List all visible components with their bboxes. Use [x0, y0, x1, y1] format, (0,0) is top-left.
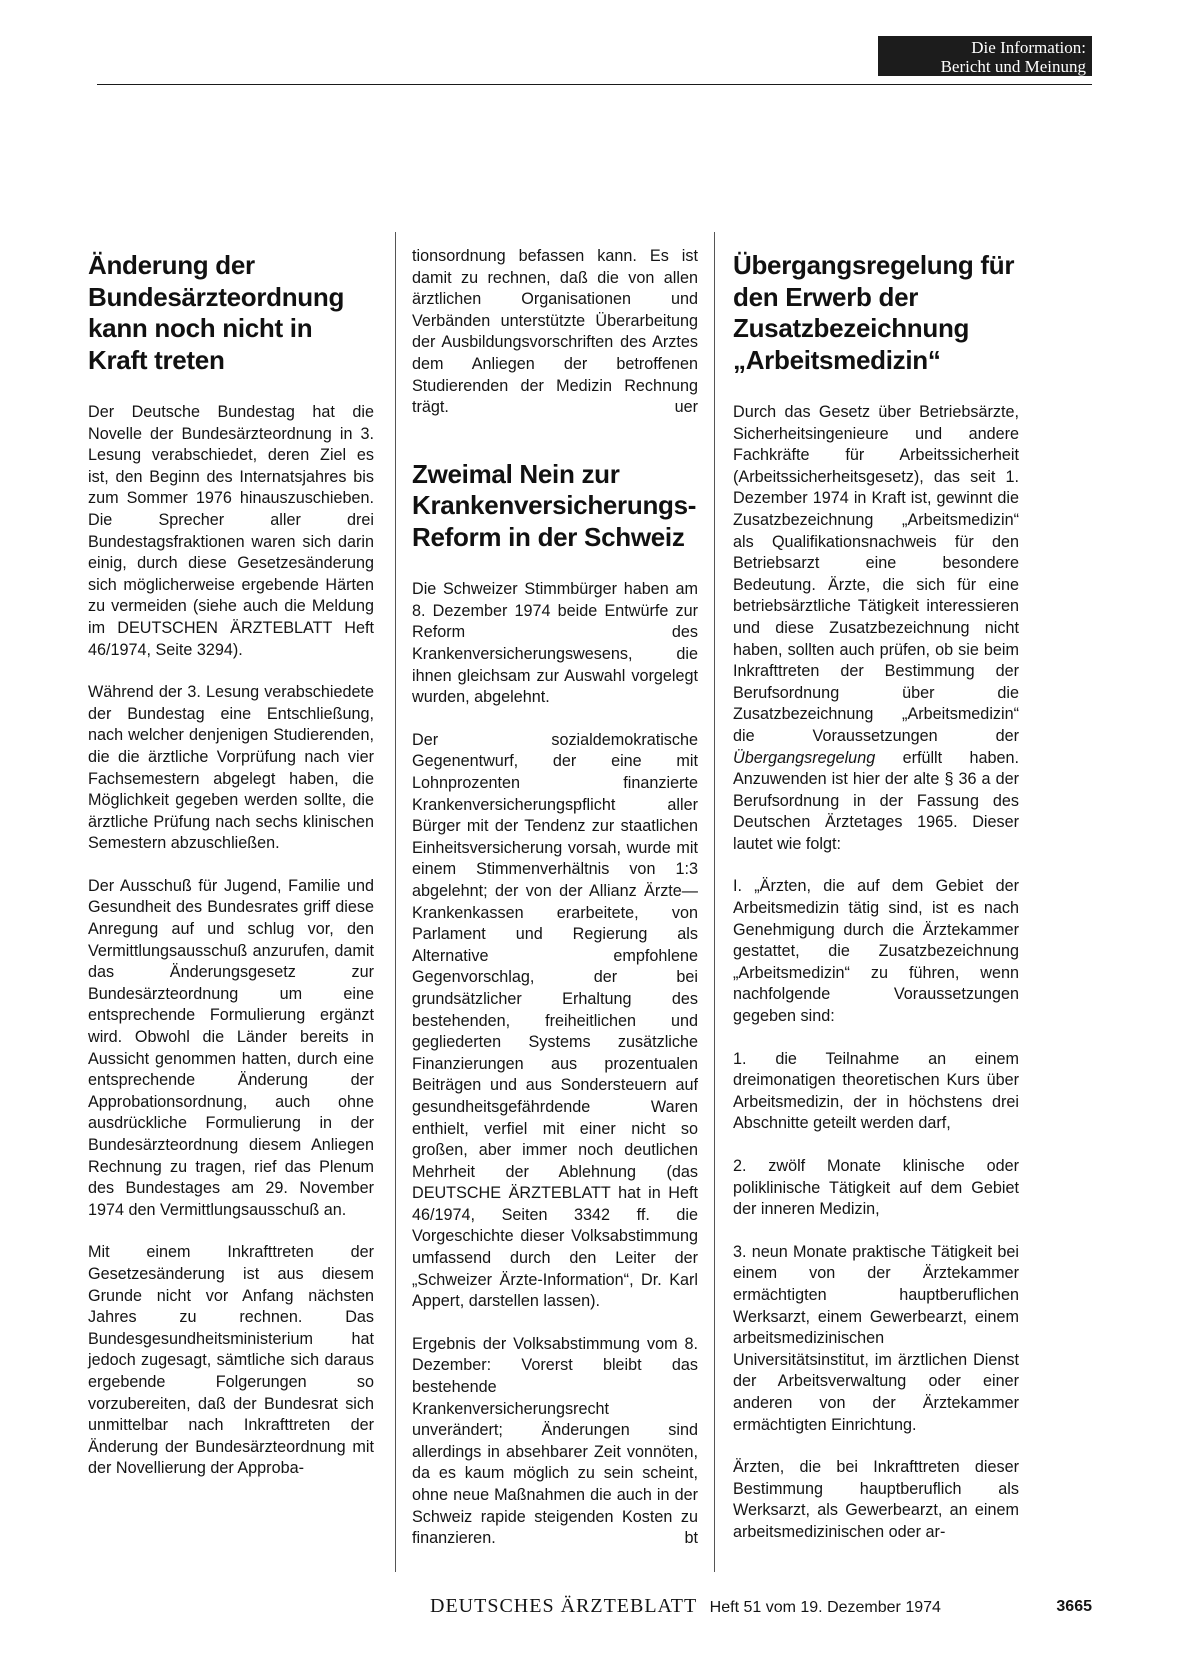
- article-3-paragraph-1: [733, 402, 1019, 855]
- section-tag-line-1: Die Information:: [971, 38, 1086, 57]
- article-1-title: Änderung der Bundesärzteordnung kann noch nicht in Kraft treten: [88, 250, 345, 375]
- column-2: [412, 246, 698, 1550]
- article-3-paragraph-6: Ärzten, die bei Inkrafttreten dieser Bestimmung hauptberuflich als Werksarzt, als Gewerbearzt, an einem arbeitsmedizinischen oder ar-: [733, 1458, 1019, 1541]
- article-2-paragraph-3: [412, 1334, 698, 1550]
- header-rule: [97, 84, 1092, 85]
- article-2-paragraph-3-text: Ergebnis der Volksabstimmung vom 8. Dezember: Vorerst bleibt das bestehende Krankenversicherungsrecht unverändert; Änderungen sind allerdings in absehbarer Zeit vonnöten, da es kaum möglich zu sein scheint, ohne neue Maßnahmen die auch in der Schweiz rapide steigenden Kosten zu finanzieren.: [412, 1334, 698, 1548]
- column-divider-1: [395, 232, 396, 1572]
- page-footer: [430, 1595, 1092, 1619]
- footer-brand: DEUTSCHES ÄRZTEBLATT: [430, 1595, 698, 1617]
- article-2-title: Zweimal Nein zur Krankenversicherungs-Reform in der Schweiz: [412, 458, 697, 552]
- column-divider-2: [714, 232, 715, 1572]
- article-1-paragraph-4: Mit einem Inkrafttreten der Gesetzesänderung ist aus diesem Grunde nicht vor Anfang nächsten Jahres zu rechnen. Das Bundesgesundheitsministerium hat jedoch zugesagt, sämtliche sich daraus ergebende Folgerungen so vorzubereiten, daß der Bundesrat sich unmittelbar nach Inkrafttreten der Änderung der Bundesärzteordnung mit der Novellierung der Approba-: [88, 1243, 374, 1478]
- page-number: 3665: [1056, 1598, 1092, 1615]
- article-3-title: Übergangsregelung für den Erwerb der Zusatzbezeichnung „Arbeitsmedizin“: [733, 250, 1015, 375]
- article-1-signature: uer: [674, 398, 698, 417]
- article-1-paragraph-1: Der Deutsche Bundestag hat die Novelle der Bundesärzteordnung in 3. Lesung verabschiedet, deren Ziel es ist, den Beginn des Internatsjahres bis zum Sommer 1976 hinauszuschieben. Die Sprecher aller drei Bundestagsfraktionen waren sich darin einig, durch diese Gesetzesänderung sich möglicherweise ergebende Härten zu vermeiden (siehe auch die Meldung im DEUTSCHEN ÄRZTEBLATT Heft 46/1974, Seite 3294).: [88, 403, 374, 659]
- section-tag-line-2: Bericht und Meinung: [940, 57, 1086, 76]
- article-2-paragraph-2: Der sozialdemokratische Gegenentwurf, der eine mit Lohnprozenten finanzierte Krankenversicherungspflicht aller Bürger mit der Tendenz zur staatlichen Einheitsversicherung vorsah, wurde mit einem Stimmenverhältnis von 1:3 abgelehnt; der von der Allianz Ärzte—Krankenkassen erarbeitete, von Parlament und Regierung als Alternative empfohlene Gegenvorschlag, der bei grundsätzlicher Erhaltung des bestehenden, freiheitlichen und gegliederten Systems zusätzliche Finanzierungen aus prozentualen Beiträgen und aus Sondersteuern auf gesundheitsgefährdende Waren enthielt, verfiel mit einer nicht so großen, aber immer noch deutlichen Mehrheit der Ablehnung (das DEUTSCHE ÄRZTEBLATT hat in Heft 46/1974, Seiten 3342 ff. die Vorgeschichte dieser Volksabstimmung umfassend durch den Leiter der „Schweizer Ärzte-Information“, Dr. Karl Appert, darstellen lassen).: [412, 730, 698, 1311]
- article-1-paragraph-5: [412, 246, 698, 419]
- article-3-paragraph-1-text-b: erfüllt haben. Anzuwenden ist hier der alte § 36 a der Berufsordnung in der Fassung des Deutschen Ärztetages 1965. Dieser lautet wie folgt:: [733, 748, 1020, 853]
- article-3-paragraph-4: 2. zwölf Monate klinische oder poliklinische Tätigkeit auf dem Gebiet der inneren Medizin,: [733, 1157, 1019, 1219]
- article-3-paragraph-1-text-a: Durch das Gesetz über Betriebsärzte, Sicherheitsingenieure und andere Fachkräfte für Arbeitssicherheit (Arbeitssicherheitsgesetz), das seit 1. Dezember 1974 in Kraft ist, gewinnt die Zusatzbezeichnung „Arbeitsmedizin“ als Qualifikationsnachweis für den Betriebsarzt eine besondere Bedeutung. Ärzte, die sich für eine betriebsärztliche Tätigkeit interessieren und diese Zusatzbezeichnung nicht haben, sollten auch prüfen, ob sie beim Inkrafttreten der Bestimmung der Berufsordnung über die Zusatzbezeichnung „Arbeitsmedizin“ die Voraussetzungen der: [733, 403, 1019, 745]
- section-tag: [878, 36, 1092, 76]
- article-2-signature: bt: [684, 1529, 698, 1548]
- column-1: [88, 250, 374, 1480]
- article-1-paragraph-3: Der Ausschuß für Jugend, Familie und Gesundheit des Bundesrates griff diese Anregung auf und schlug vor, den Vermittlungsausschuß anzurufen, damit das Änderungsgesetz zur Bundesärzteordnung um eine entsprechende Formulierung ergänzt wird. Obwohl die Länder bereits in Aussicht genommen hatten, durch eine entsprechende Änderung der Approbationsordnung, auch ohne ausdrückliche Formulierung in der Bundesärzteordnung diesem Anliegen Rechnung zu tragen, rief das Plenum des Bundestages am 29. November 1974 den Vermittlungsausschuß an.: [88, 876, 374, 1219]
- article-3-paragraph-5: 3. neun Monate praktische Tätigkeit bei einem von der Ärztekammer ermächtigten hauptberuflichen Werksarzt, einem Gewerbearzt, einem arbeitsmedizinischen Universitätsinstitut, im ärztlichen Dienst der Arbeitsverwaltung oder einer anderen von der Ärztekammer ermächtigten Einrichtung.: [733, 1242, 1019, 1434]
- article-1-paragraph-2: Während der 3. Lesung verabschiedete der Bundestag eine Entschließung, nach welcher denjenigen Studierenden, die die ärztliche Vorprüfung nach vier Fachsemestern abgelegt haben, die Möglichkeit gegeben werden sollte, die ärztliche Prüfung nach sechs klinischen Semestern abzuschließen.: [88, 683, 374, 853]
- article-2-paragraph-1: Die Schweizer Stimmbürger haben am 8. Dezember 1974 beide Entwürfe zur Reform des Krankenversicherungswesens, die ihnen gleichsam zur Auswahl vorgelegt wurden, abgelehnt.: [412, 580, 698, 707]
- article-1-paragraph-5-text: tionsordnung befassen kann. Es ist damit zu rechnen, daß die von allen ärztlichen Organisationen und Verbänden unterstützte Überarbeitung der Ausbildungsvorschriften des Arztes dem Anliegen der betroffenen Studierenden der Medizin Rechnung trägt.: [412, 247, 698, 417]
- footer-issue: Heft 51 vom 19. Dezember 1974: [709, 1599, 941, 1616]
- article-3-paragraph-2: I. „Ärzten, die auf dem Gebiet der Arbeitsmedizin tätig sind, ist es nach Genehmigung durch die Ärztekammer gestattet, die Zusatzbezeichnung „Arbeitsmedizin“ zu führen, wenn nachfolgende Voraussetzungen gegeben sind:: [733, 877, 1019, 1026]
- article-3-emphasis: Übergangsregelung: [733, 748, 876, 767]
- article-3-paragraph-3: 1. die Teilnahme an einem dreimonatigen theoretischen Kurs über Arbeitsmedizin, der in höchstens drei Abschnitte geteilt werden darf,: [733, 1049, 1019, 1133]
- column-3: [733, 250, 1019, 1544]
